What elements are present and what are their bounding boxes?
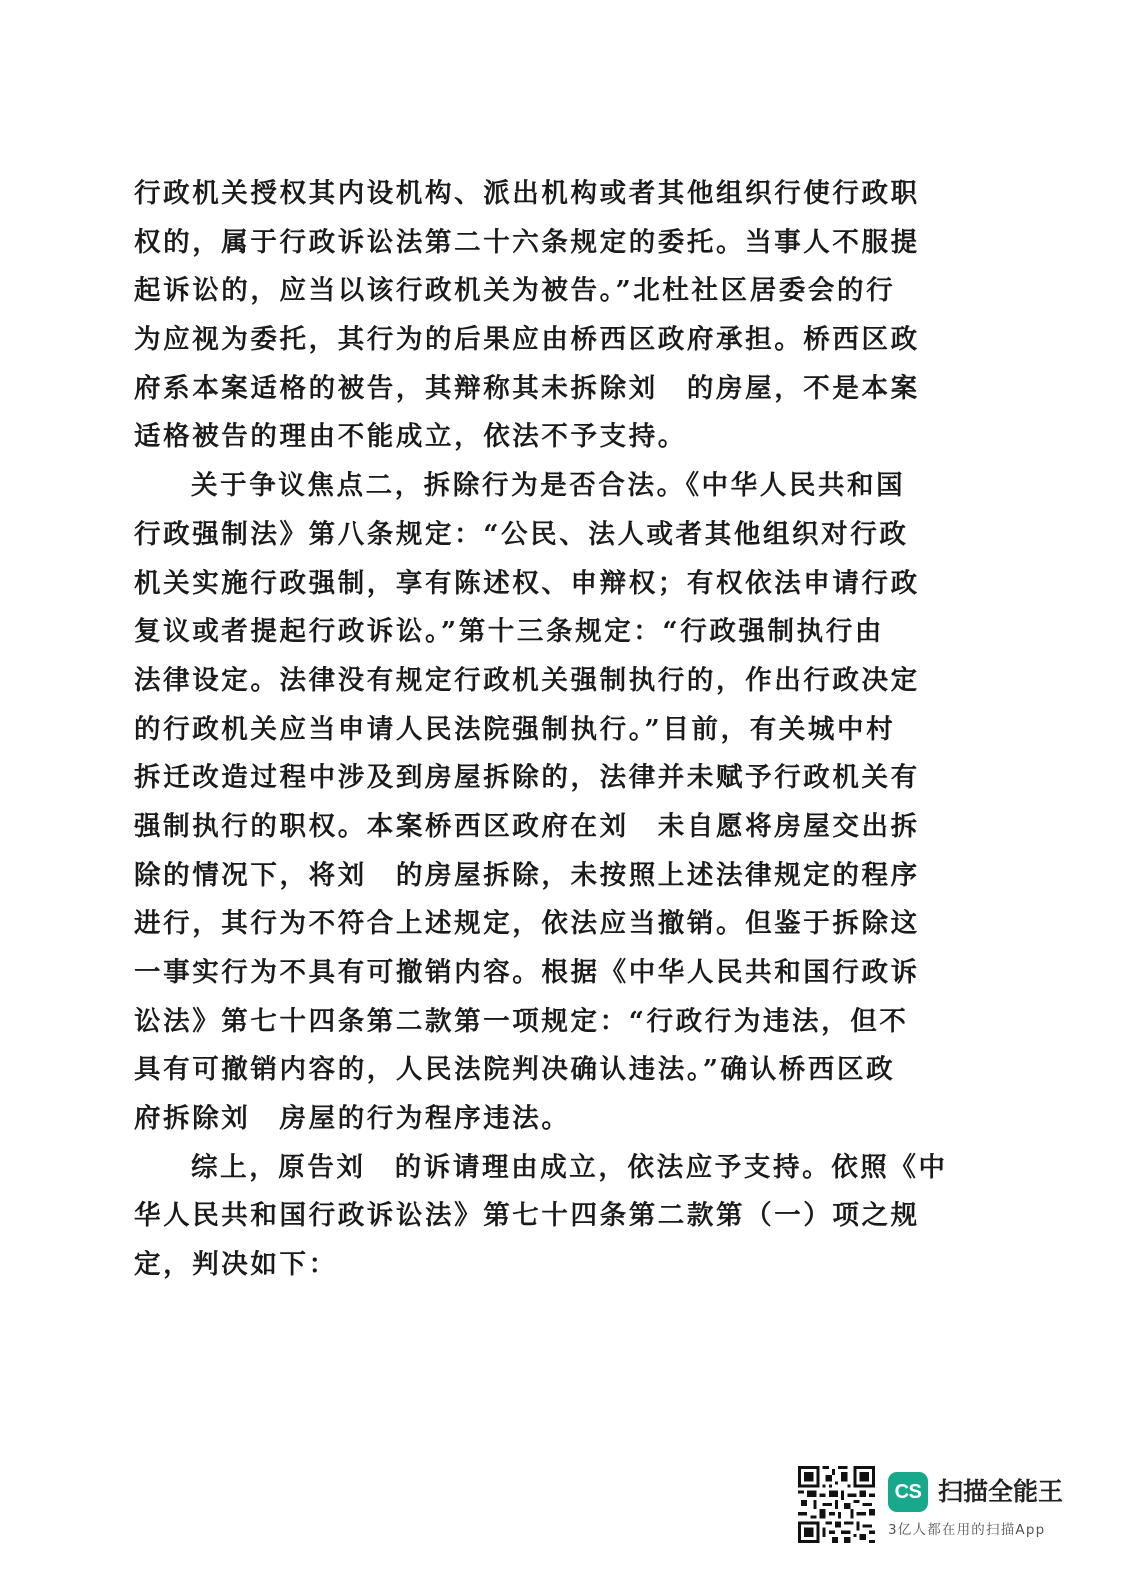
text-line: 强制执行的职权。本案桥西区政府在刘 未自愿将房屋交出拆 bbox=[134, 810, 920, 842]
text-line: 为应视为委托，其行为的后果应由桥西区政府承担。桥西区政 bbox=[134, 324, 920, 356]
text-line: 的行政机关应当申请人民法院强制执行。”目前，有关城中村 bbox=[134, 713, 896, 745]
brand-name: 扫描全能王 bbox=[938, 1477, 1064, 1506]
brand-slogan: 3亿人都在用的扫描App bbox=[888, 1522, 1046, 1538]
text-line: 拆迁改造过程中涉及到房屋拆除的，法律并未赋予行政机关有 bbox=[134, 762, 920, 794]
text-line: 府拆除刘 房屋的行为程序违法。 bbox=[134, 1103, 571, 1135]
text-line: 进行，其行为不符合上述规定，依法应当撤销。但鉴于拆除这 bbox=[134, 908, 920, 940]
text-line: 行政机关授权其内设机构、派出机构或者其他组织行使行政职 bbox=[134, 178, 920, 209]
text-line: 复议或者提起行政诉讼。”第十三条规定：“行政强制执行由 bbox=[134, 616, 884, 648]
text-line: 讼法》第七十四条第二款第一项规定：“行政行为违法，但不 bbox=[134, 1005, 909, 1037]
qr-code-icon bbox=[798, 1466, 875, 1543]
text-line: 除的情况下，将刘 的房屋拆除，未按照上述法律规定的程序 bbox=[134, 859, 920, 891]
paragraph-start-line: 关于争议焦点二，拆除行为是否合法。《中华人民共和国 bbox=[191, 470, 906, 502]
text-line: 适格被告的理由不能成立，依法不予支持。 bbox=[134, 421, 687, 453]
text-line: 华人民共和国行政诉讼法》第七十四条第二款第（一）项之规 bbox=[134, 1200, 920, 1232]
text-line: 定，判决如下： bbox=[134, 1249, 338, 1281]
text-line: 机关实施行政强制，享有陈述权、申辩权；有权依法申请行政 bbox=[134, 567, 920, 599]
text-line: 一事实行为不具有可撤销内容。根据《中华人民共和国行政诉 bbox=[134, 957, 920, 988]
text-line: 具有可撤销内容的，人民法院判决确认违法。”确认桥西区政 bbox=[134, 1054, 896, 1086]
text-line: 府系本案适格的被告，其辩称其未拆除刘 的房屋，不是本案 bbox=[134, 372, 920, 404]
scanner-watermark bbox=[798, 1466, 1088, 1544]
paragraph-start-line: 综上，原告刘 的诉请理由成立，依法应予支持。依照《中 bbox=[191, 1151, 948, 1183]
judgment-text bbox=[134, 170, 948, 1290]
camscanner-logo: CS bbox=[888, 1472, 928, 1512]
text-line: 法律设定。法律没有规定行政机关强制执行的，作出行政决定 bbox=[134, 664, 920, 696]
text-line: 起诉讼的，应当以该行政机关为被告。”北杜社区居委会的行 bbox=[134, 275, 896, 307]
text-line: 权的，属于行政诉讼法第二十六条规定的委托。当事人不服提 bbox=[134, 226, 920, 258]
text-line: 行政强制法》第八条规定：“公民、法人或者其他组织对行政 bbox=[134, 518, 909, 550]
